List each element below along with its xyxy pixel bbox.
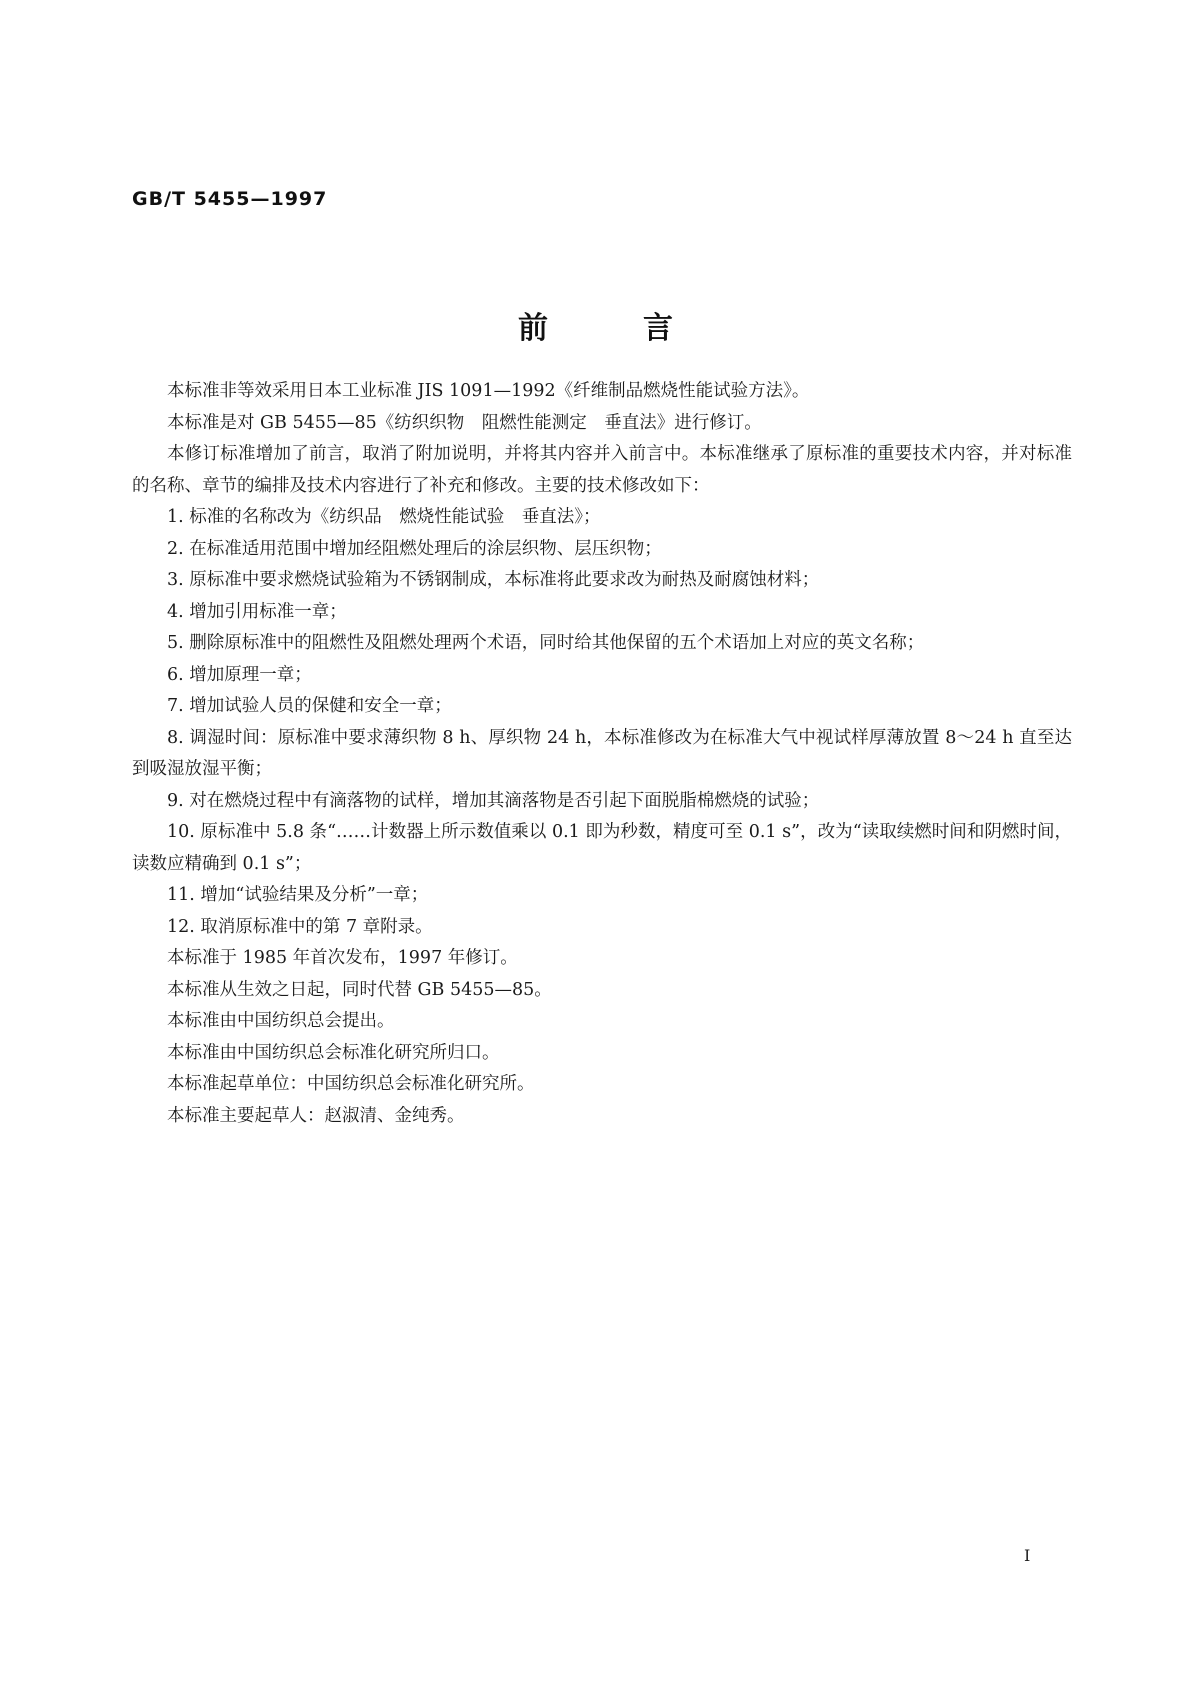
paragraph: 本标准由中国纺织总会提出。 — [167, 1011, 395, 1031]
paragraph: 本标准非等效采用日本工业标准 JIS 1091—1992《纤维制品燃烧性能试验方法》。 — [167, 381, 810, 401]
page-number: I — [1024, 1546, 1031, 1565]
foreword-body — [132, 376, 1072, 1132]
list-item: 3. 原标准中要求燃烧试验箱为不锈钢制成，本标准将此要求改为耐热及耐腐蚀材料； — [167, 570, 820, 590]
list-item: 9. 对在燃烧过程中有滴落物的试样，增加其滴落物是否引起下面脱脂棉燃烧的试验； — [167, 790, 820, 811]
list-item: 11. 增加“试验结果及分析”一章； — [167, 885, 429, 905]
paragraph: 本标准起草单位：中国纺织总会标准化研究所。 — [167, 1074, 535, 1094]
paragraph: 本标准从生效之日起，同时代替 GB 5455—85。 — [167, 979, 552, 1000]
list-item: 5. 删除原标准中的阻燃性及阻燃处理两个术语，同时给其他保留的五个术语加上对应的英文名称； — [167, 633, 925, 653]
standard-code: GB/T 5455—1997 — [132, 188, 328, 210]
list-item: 4. 增加引用标准一章； — [167, 601, 347, 622]
list-item: 8. 调湿时间：原标准中要求薄织物 8 h、厚织物 24 h，本标准修改为在标准大气中视试样厚薄放置 8～24 h 直至达到吸湿放湿平衡； — [132, 727, 1072, 779]
page-title: 前言 — [518, 311, 768, 346]
paragraph: 本修订标准增加了前言，取消了附加说明，并将其内容并入前言中。本标准继承了原标准的重要技术内容，并对标准的名称、章节的编排及技术内容进行了补充和修改。主要的技术修改如下： — [132, 444, 1072, 496]
list-item: 1. 标准的名称改为《纺织品 燃烧性能试验 垂直法》； — [167, 507, 601, 527]
list-item: 10. 原标准中 5.8 条“……计数器上所示数值乘以 0.1 即为秒数，精度可至 0.1 s”，改为“读取续燃时间和阴燃时间，读数应精确到 0.1 s”； — [132, 822, 1072, 874]
list-item: 6. 增加原理一章； — [167, 664, 312, 685]
list-item: 12. 取消原标准中的第 7 章附录。 — [167, 916, 433, 937]
paragraph: 本标准由中国纺织总会标准化研究所归口。 — [167, 1042, 500, 1063]
paragraph: 本标准主要起草人：赵淑清、金纯秀。 — [167, 1105, 465, 1126]
list-item: 7. 增加试验人员的保健和安全一章； — [167, 696, 452, 716]
paragraph: 本标准是对 GB 5455—85《纺织织物 阻燃性能测定 垂直法》进行修订。 — [167, 412, 762, 433]
paragraph: 本标准于 1985 年首次发布，1997 年修订。 — [167, 948, 518, 968]
list-item: 2. 在标准适用范围中增加经阻燃处理后的涂层织物、层压织物； — [167, 538, 662, 559]
